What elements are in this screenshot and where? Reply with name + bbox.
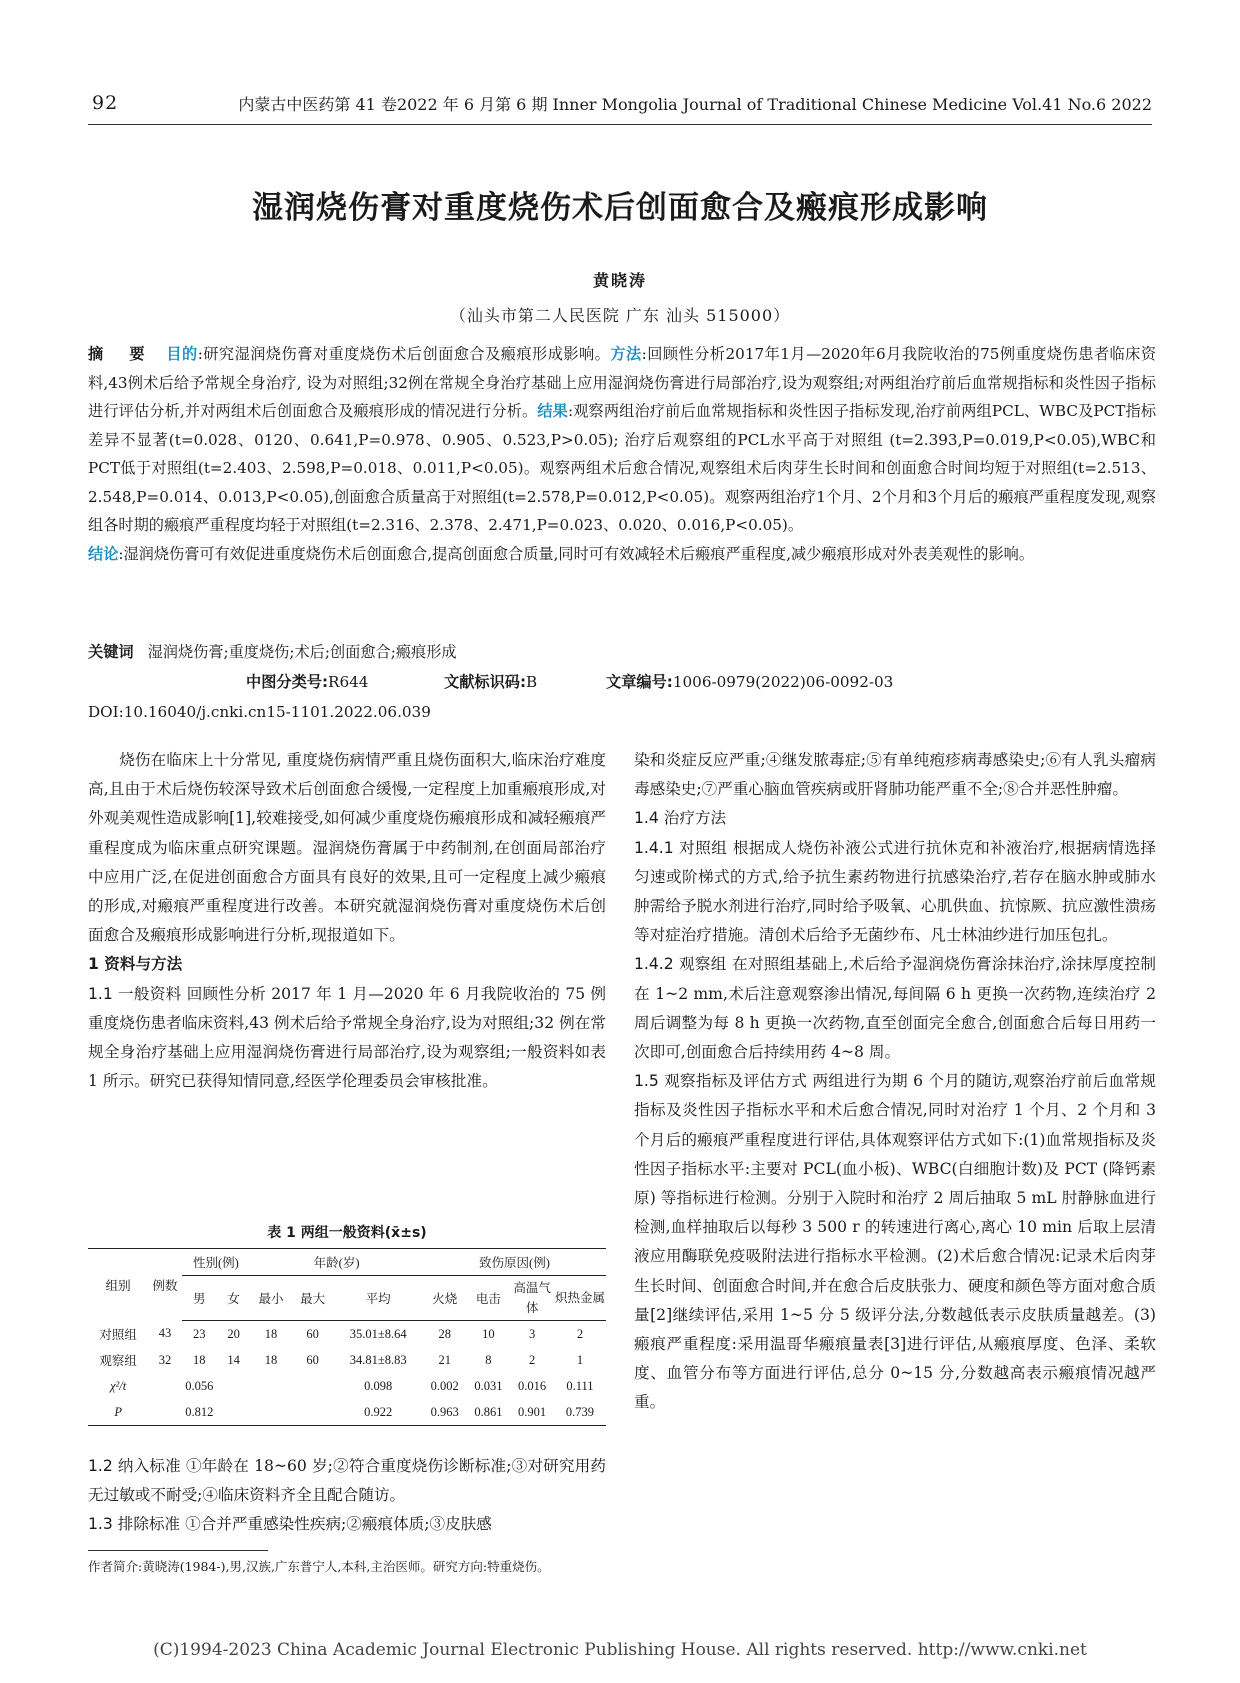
methods-text: :回顾性分析2017年1月—2020年6月我院收治的75例重度烧伤患者临床资料,43例术后给予常规全身治疗, 设为对照组;32例在常规全身治疗基础上应用湿润烧伤膏进行局部治疗,设为观察组;对两组治疗前后血常规指标和炎性因子指标进行评估分析,并对两组术后创面愈合及瘢痕形成的情况进行分析。 [88, 345, 1157, 420]
section-1-4-2: 1.4.2 观察组 在对照组基础上,术后给予湿润烧伤膏涂抹治疗,涂抹厚度控制在 1~2 mm,术后注意观察渗出情况,每间隔 6 h 更换一次药物,连续治疗 2 周后调整为每 8 h 更换一次药物,直至创面完全愈合,创面愈合后每日用药一次即可,创面愈合后持续用药 4~8 周。 [634, 955, 1156, 1062]
affiliation: （汕头市第二人民医院 广东 汕头 515000） [449, 306, 791, 325]
author: 黄晓涛 [592, 271, 647, 290]
paper-title: 湿润烧伤膏对重度烧伤术后创面愈合及瘢痕形成影响 [252, 190, 988, 226]
clc-number: 中图分类号:R644 [246, 673, 369, 691]
header-rule [88, 124, 1152, 125]
section-1-2: 1.2 纳入标准 ①年龄在 18~60 岁;②符合重度烧伤诊断标准;③对研究用药无过敏或不耐受;④临床资料齐全且配合随访。 [88, 1457, 606, 1505]
copyright-line: (C)1994-2023 China Academic Journal Electronic Publishing House. All rights reserved. http://www.cnki.net [153, 1640, 1087, 1660]
left-column [88, 746, 606, 1096]
keywords-text: 湿润烧伤膏;重度烧伤;术后;创面愈合;瘢痕形成 [147, 643, 457, 661]
objective-text: :研究湿润烧伤膏对重度烧伤术后创面愈合及瘢痕形成影响。 [197, 345, 611, 363]
table-row: χ²/t 0.056 0.098 0.002 0.031 0.016 0.111 [110, 1378, 594, 1393]
table-header-row-2: 男 女 最小 最大 平均 火烧 电击 高温气体 炽热金属 [88, 1276, 606, 1321]
table-row: 对照组 43 23 20 18 60 35.01±8.64 28 10 3 2 [99, 1326, 584, 1342]
results-text: :观察两组治疗前后血常规指标和炎性因子指标发现,治疗前两组PCL、WBC及PCT指标差异不显著(t=0.028、0120、0.641,P=0.978、0.905、0.523,P>0.05); 治疗后观察组的PCL水平高于对照组 (t=2.393,P=0.019,P<0.05),WBC和PCT低于对照组(t=2.403、2.598,P=0.018、0.011,P<0.05)。观察两组术后愈合情况,观察组术后肉芽生长时间和创面愈合时间均短于对照组(t=2.513、2.548,P=0.014、0.013,P<0.05),创面愈合质量高于对照组(t=2.578,P=0.012,P<0.05)。观察两组治疗1个月、2个月和3个月后的瘢痕严重程度发现,观察组各时期的瘢痕严重程度均轻于对照组(t=2.316、2.378、2.471,P=0.023、0.020、0.016,P<0.05)。 [88, 402, 1157, 534]
table-row: P 0.812 0.922 0.963 0.861 0.901 0.739 [88, 1399, 606, 1426]
section-1-4-heading: 1.4 治疗方法 [634, 809, 727, 828]
conclusion-label: 结论 [88, 544, 119, 563]
table-header-row-1: 组别 例数 性别(例) 年龄(岁) 致伤原因(例) [88, 1249, 606, 1276]
right-column [634, 746, 1156, 1418]
exclusion-continued: 染和炎症反应严重;④继发脓毒症;⑤有单纯疱疹病毒感染史;⑥有人乳头瘤病毒感染史;⑦严重心脑血管疾病或肝肾肺功能严重不全;⑧合并恶性肿瘤。 [634, 751, 1156, 799]
results-label: 结果 [537, 402, 568, 420]
conclusion-text: :湿润烧伤膏可有效促进重度烧伤术后创面愈合,提高创面愈合质量,同时可有效减轻术后瘢痕严重程度,减少瘢痕形成对外表美观性的影响。 [118, 544, 1035, 563]
table-1 [88, 1248, 606, 1426]
section-1-1: 1.1 一般资料 回顾性分析 2017 年 1 月—2020 年 6 月我院收治的 75 例重度烧伤患者临床资料,43 例术后给予常规全身治疗,设为对照组;32 例在常规全身治疗基础上应用湿润烧伤膏进行局部治疗,设为观察组;一般资料如表 1 所示。研究已获得知情同意,经医学伦理委员会审核批准。 [88, 984, 606, 1091]
keywords [88, 641, 1156, 662]
journal-header: 内蒙古中医药第 41 卷2022 年 6 月第 6 期 Inner Mongolia Journal of Traditional Chinese Medicine Vol.41 No.6 2022 [238, 95, 1152, 114]
document-code: 文献标识码:B [444, 673, 538, 691]
section-1-4-1: 1.4.1 对照组 根据成人烧伤补液公式进行抗休克和补液治疗,根据病情选择匀速或阶梯式的方式,给予抗生素药物进行抗感染治疗,若存在脑水肿或肺水肿需给予脱水剂进行治疗,同时给予吸氧、心肌供血、抗惊厥、抗应激性溃疡等对症治疗措施。清创术后给予无菌纱布、凡士林油纱进行加压包扎。 [634, 838, 1156, 945]
doi: DOI:10.16040/j.cnki.cn15-1101.2022.06.039 [88, 703, 431, 721]
section-1-5: 1.5 观察指标及评估方式 两组进行为期 6 个月的随访,观察治疗前后血常规指标及炎性因子指标水平和术后愈合情况,同时对治疗 1 个月、2 个月和 3 个月后的瘢痕严重程度进行评估,具体观察评估方式如下:(1)血常规指标及炎性因子指标水平:主要对 PCL(血小板)、WBC(白细胞计数)及 PCT (降钙素原) 等指标进行检测。分别于入院时和治疗 2 周后抽取 5 mL 肘静脉血进行检测,血样抽取后以每秒 3 500 r 的转速进行离心,离心 10 min 后取上层清液应用酶联免疫吸附法进行指标水平检测。(2)术后愈合情况:记录术后肉芽生长时间、创面愈合时间,并在愈合后皮肤张力、硬度和颜色等方面对愈合质量[2]继续评估,采用 1~5 分 5 级评分法,分数越低表示皮肤质量越差。(3)瘢痕严重程度:采用温哥华瘢痕量表[3]进行评估,从瘢痕厚度、色泽、柔软度、血管分布等方面进行评估,总分 0~15 分,分数越高表示瘢痕情况越严重。 [634, 1072, 1156, 1412]
intro-paragraph: 烧伤在临床上十分常见, 重度烧伤病情严重且烧伤面积大,临床治疗难度高,且由于术后烧伤较深导致术后创面愈合缓慢,一定程度上加重瘢痕形成,对外观美观性造成影响[1],较难接受,如何减少重度烧伤瘢痕形成和减轻瘢痕严重程度成为临床重点研究课题。湿润烧伤膏属于中药制剂,在创面局部治疗中应用广泛,在促进创面愈合方面具有良好的效果,且可一定程度上减少瘢痕的形成,对瘢痕严重程度进行改善。本研究就湿润烧伤膏对重度烧伤术后创面愈合及瘢痕形成影响进行分析,现报道如下。 [88, 751, 606, 945]
left-column-lower [88, 1452, 606, 1540]
keywords-label: 关键词 [88, 643, 134, 661]
table-row: 观察组 32 18 14 18 60 34.81±8.83 21 8 2 1 [99, 1352, 584, 1368]
author-footnote: 作者简介:黄晓涛(1984-),男,汉族,广东普宁人,本科,主治医师。研究方向:特重烧伤。 [88, 1559, 550, 1574]
section-1-heading: 1 资料与方法 [88, 955, 183, 974]
methods-label: 方法 [610, 345, 642, 363]
abstract [88, 340, 1156, 568]
table-1-caption: 表 1 两组一般资料(x̄±s) [267, 1225, 427, 1241]
objective-label: 目的 [166, 345, 198, 363]
article-number: 文章编号:1006-0979(2022)06-0092-03 [606, 673, 894, 691]
page-number: 92 [92, 92, 119, 114]
section-1-3: 1.3 排除标准 ①合并严重感染性疾病;②瘢痕体质;③皮肤感 [88, 1515, 492, 1534]
abstract-label: 摘 要 [88, 345, 156, 363]
footnote-rule [88, 1550, 268, 1551]
